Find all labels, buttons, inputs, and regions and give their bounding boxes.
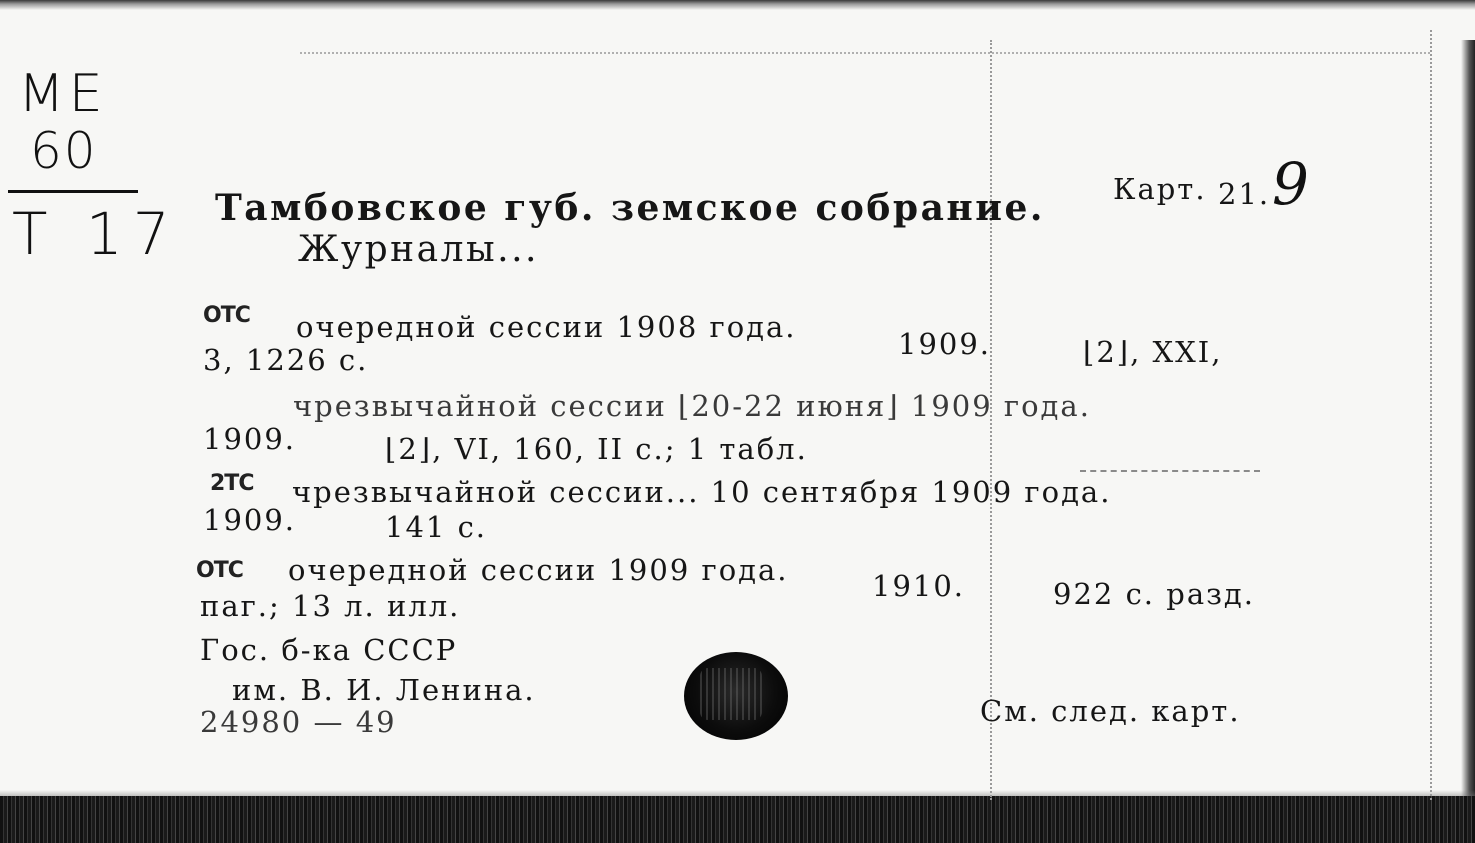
shelf-mark-divider <box>8 190 138 193</box>
entry-text: чрезвычайной сессии ⌊20-22 июня⌋ 1909 года. <box>293 389 1091 423</box>
entry-year: 1909. <box>203 422 297 456</box>
card-number-typed: 21. <box>1218 177 1271 211</box>
entry-mark: OTC <box>203 303 250 328</box>
entry-text: паг.; 13 л. илл. <box>200 589 461 623</box>
entry-year: 1910. <box>872 569 966 603</box>
entry-text: 3, 1226 с. <box>203 343 369 377</box>
scan-right-edge <box>1461 40 1475 840</box>
card-number-handwritten: 9 <box>1272 150 1309 218</box>
entry-mark: OTC <box>196 558 243 583</box>
scan-artifact-line <box>300 52 1430 54</box>
scan-top-edge <box>0 0 1475 10</box>
card-subtitle: Журналы... <box>298 229 539 270</box>
entry-text: ⌊2⌋, VI, 160, II с.; 1 табл. <box>385 432 808 466</box>
entry-text: очередной сессии 1908 года. <box>296 310 797 344</box>
print-number: 24980 — 49 <box>200 705 397 739</box>
entry-pagination: 922 с. разд. <box>1053 577 1255 611</box>
entry-year: 1909. <box>898 327 992 361</box>
entry-year: 1909. <box>203 503 297 537</box>
scan-artifact-line <box>1430 30 1432 800</box>
entry-text: 141 с. <box>385 510 488 544</box>
card-title: Тамбовское губ. земское собрание. <box>215 187 1045 229</box>
scan-artifact-line <box>1080 470 1260 472</box>
library-name: Гос. б-ка СССР <box>200 633 458 667</box>
shelf-mark-line2: 60 <box>30 122 98 180</box>
shelf-mark-line3: T 17 <box>12 200 180 268</box>
entry-pagination: ⌊2⌋, XXI, <box>1083 335 1223 369</box>
shelf-mark-line1: ME <box>18 63 107 124</box>
see-next-card: См. след. карт. <box>980 694 1241 728</box>
entry-text: очередной сессии 1909 года. <box>288 553 789 587</box>
entry-mark: 2TC <box>210 471 254 496</box>
card-label: Карт. <box>1113 172 1207 206</box>
library-dedication: им. В. И. Ленина. <box>232 673 536 707</box>
scan-bottom-edge <box>0 796 1475 843</box>
card-punch-hole-texture <box>700 668 762 720</box>
entry-text: чрезвычайной сессии... 10 сентября 1909 года. <box>292 475 1112 509</box>
